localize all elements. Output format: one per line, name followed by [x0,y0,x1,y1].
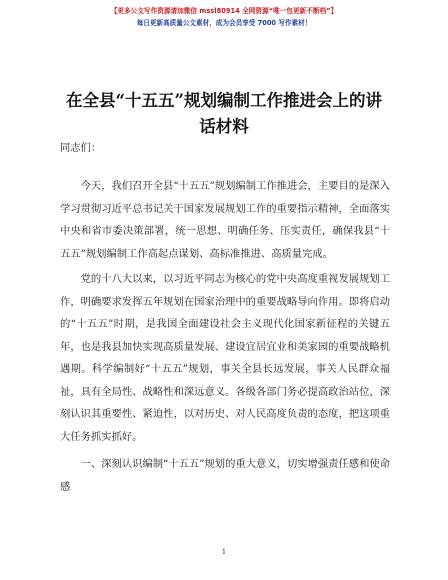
document-title: 在全县“十五五”规划编制工作推进会上的讲话材料 [66,91,382,136]
promo-subtitle-line: 每日更新高质量公文素材，成为会员享受 7000 写作素材！ [136,19,312,27]
section-heading-one: 一、深刻认识编制“十五五”规划的重大意义，切实增强责任感和使命感 [60,458,390,493]
salutation: 同志们： [60,142,102,154]
paragraph-background: 党的十八大以来，以习近平同志为核心的党中央高度重视发展规划工作，明确要求发挥五年规划在国家治理中的重要战略导向作用。即将启动的“十五五”时期，是我国全面建设社会主义现代化国家新征程的关键五年，也是我县加快实现高质量发展、建设宜居宜业和美家园的重要战略机遇期。科学编制好“十五五”规划，事关全县长远发展，事关人民群众福祉，具有全局性、战略性和深远意义。各级各部门务必提高政治站位，深刻认识其重要性、紧迫性，以对历史、对人民高度负责的态度，把这项重大任务抓实抓好。 [60,273,390,443]
paragraph-intro: 今天，我们召开全县“十五五”规划编制工作推进会，主要目的是深入学习贯彻习近平总书记关于国家发展规划工作的重要指示精神，全面落实中央和省市委决策部署，统一思想、明确任务、压实责任，确保我县“十五五”规划编制工作高起点谋划、高标准推进、高质量完成。 [60,180,390,260]
page-number: 1 [221,548,227,556]
promo-banner-line: 【更多公文写作资源请加微信 mssl80914 全网资源“唯一包更新不断档”】 [110,7,338,15]
